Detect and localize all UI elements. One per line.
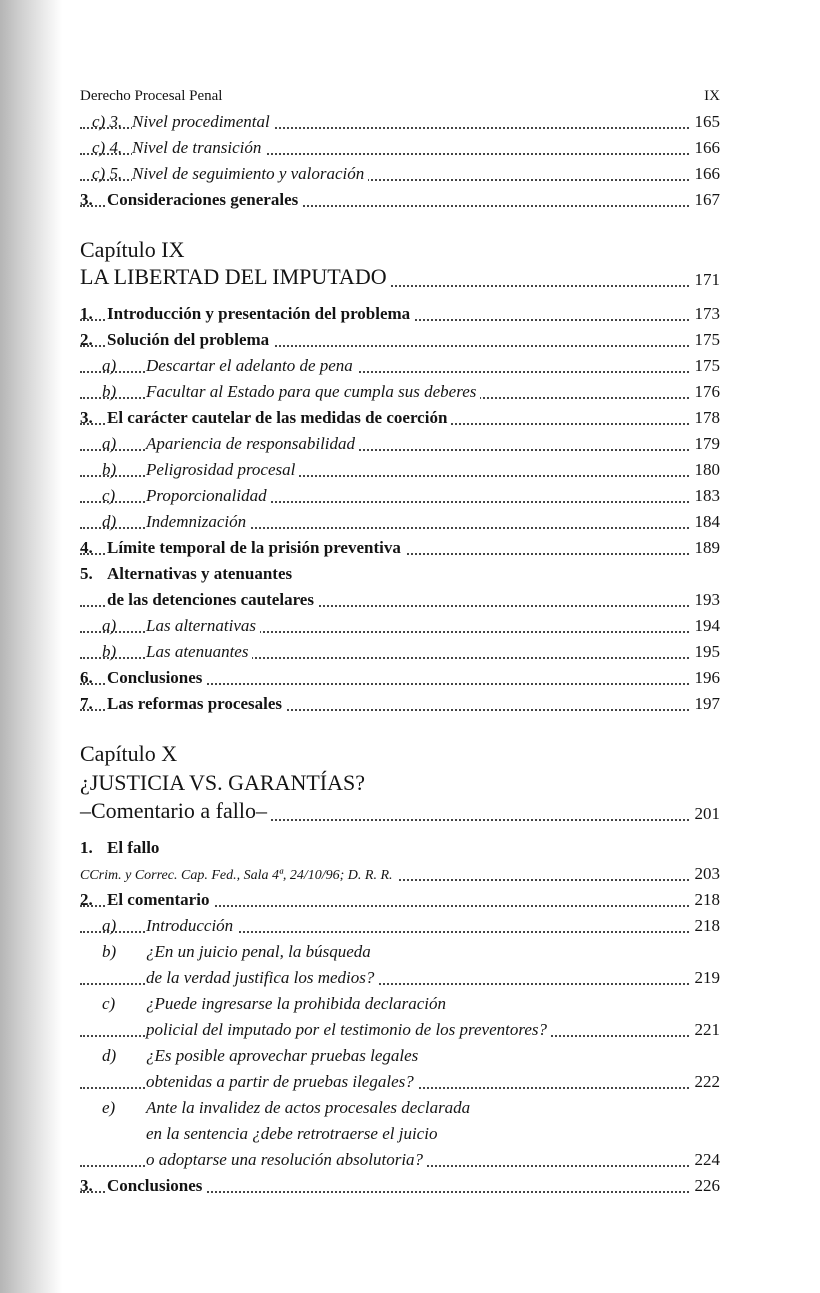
toc-label: Límite temporal de la prisión preventiva xyxy=(107,538,405,558)
toc-label: Proporcionalidad xyxy=(146,486,271,506)
toc-label: Indemnización xyxy=(146,512,250,532)
toc-entry xyxy=(80,302,720,328)
toc-marker: 5. xyxy=(80,564,93,583)
toc-label: Ante la invalidez de actos procesales declarada xyxy=(146,1098,474,1118)
toc-label: en la sentencia ¿debe retrotraerse el juicio xyxy=(146,1124,441,1144)
toc-entry xyxy=(80,562,720,588)
chapter-label: Capítulo X xyxy=(80,741,178,766)
toc-entry xyxy=(80,406,720,432)
toc-page xyxy=(80,80,720,1200)
toc-label: El carácter cautelar de las medidas de coerción xyxy=(107,408,451,428)
toc-entry xyxy=(80,992,720,1018)
toc-entry xyxy=(80,888,720,914)
toc-page-number: 176 xyxy=(691,382,721,402)
toc-entry xyxy=(80,1018,720,1044)
toc-marker: c) 5. xyxy=(92,164,123,183)
toc-entry xyxy=(80,484,720,510)
toc-page-number: 218 xyxy=(691,890,721,910)
toc-marker: c) 3. xyxy=(92,112,123,131)
toc-marker: 3. xyxy=(80,1176,93,1195)
toc-page-number: 166 xyxy=(691,138,721,158)
toc-page-number: 195 xyxy=(691,642,721,662)
toc-label: ¿Puede ingresarse la prohibida declaración xyxy=(146,994,450,1014)
toc-entry xyxy=(80,136,720,162)
toc-page-number: 226 xyxy=(691,1176,721,1196)
toc-page-number: 180 xyxy=(691,460,721,480)
toc-marker: b) xyxy=(102,382,117,401)
toc-page-number: 167 xyxy=(691,190,721,210)
toc-entry xyxy=(80,1174,720,1200)
toc-marker: 6. xyxy=(80,668,93,687)
toc-entry xyxy=(80,940,720,966)
running-head xyxy=(80,80,720,110)
toc-label: Nivel procedimental xyxy=(132,112,274,132)
toc-page-number: 184 xyxy=(691,512,721,532)
toc-label: Nivel de seguimiento y valoración xyxy=(132,164,368,184)
chapter-title-entry xyxy=(80,264,720,294)
toc-entry xyxy=(80,666,720,692)
chapter-subtitle-entry xyxy=(80,798,720,828)
toc-page-number: 171 xyxy=(691,270,721,290)
toc-page-number: 189 xyxy=(691,538,721,558)
toc-page-number: 219 xyxy=(691,968,721,988)
toc-marker: 2. xyxy=(80,330,93,349)
toc-marker: 3. xyxy=(80,190,93,209)
toc-entry xyxy=(80,862,720,888)
toc-page-number: 175 xyxy=(691,356,721,376)
toc-entry xyxy=(80,1044,720,1070)
toc-entry xyxy=(80,836,720,862)
toc-marker: d) xyxy=(102,512,117,531)
toc-page-number: 201 xyxy=(691,804,721,824)
toc-label: ¿En un juicio penal, la búsqueda xyxy=(146,942,375,962)
toc-entry xyxy=(80,354,720,380)
toc-label: Apariencia de responsabilidad xyxy=(146,434,359,454)
toc-label: policial del imputado por el testimonio de los preventores? xyxy=(146,1020,551,1040)
toc-marker: b) xyxy=(102,942,117,961)
page-folio: IX xyxy=(704,88,720,104)
chapter-subtitle: –Comentario a fallo– xyxy=(80,798,271,824)
toc-marker: 4. xyxy=(80,538,93,557)
toc-page-number: 193 xyxy=(691,590,721,610)
toc-label: Conclusiones xyxy=(107,1176,206,1196)
chapter-title: ¿JUSTICIA VS. GARANTÍAS? xyxy=(80,770,365,795)
toc-entry xyxy=(80,588,720,614)
toc-page-number: 197 xyxy=(691,694,721,714)
toc-marker: c) xyxy=(102,994,116,1013)
toc-marker: a) xyxy=(102,356,117,375)
toc-entry xyxy=(80,914,720,940)
toc-page-number: 194 xyxy=(691,616,721,636)
toc-label: Consideraciones generales xyxy=(107,190,302,210)
toc-label: ¿Es posible aprovechar pruebas legales xyxy=(146,1046,422,1066)
toc-entry xyxy=(80,966,720,992)
toc-marker: b) xyxy=(102,642,117,661)
toc-entry xyxy=(80,692,720,718)
toc-marker: c) 4. xyxy=(92,138,123,157)
toc-marker: e) xyxy=(102,1098,116,1117)
toc-marker: a) xyxy=(102,916,117,935)
toc-label: Conclusiones xyxy=(107,668,206,688)
toc-marker: b) xyxy=(102,460,117,479)
toc-marker: 3. xyxy=(80,408,93,427)
toc-entry xyxy=(80,380,720,406)
toc-label: Alternativas y atenuantes xyxy=(107,564,296,584)
toc-marker: d) xyxy=(102,1046,117,1065)
toc-marker: 2. xyxy=(80,890,93,909)
toc-page-number: 218 xyxy=(691,916,721,936)
toc-page-number: 221 xyxy=(691,1020,721,1040)
toc-page-number: 222 xyxy=(691,1072,721,1092)
toc-entry xyxy=(80,432,720,458)
toc-entry xyxy=(80,510,720,536)
toc-marker: a) xyxy=(102,616,117,635)
toc-page-number: 224 xyxy=(691,1150,721,1170)
toc-label: Introducción y presentación del problema xyxy=(107,304,414,324)
chapter-title: LA LIBERTAD DEL IMPUTADO xyxy=(80,264,391,290)
toc-entry xyxy=(80,328,720,354)
toc-entry xyxy=(80,162,720,188)
toc-page-number: 165 xyxy=(691,112,721,132)
page-binding-shadow xyxy=(0,0,62,1293)
toc-page-number: 175 xyxy=(691,330,721,350)
running-title: Derecho Procesal Penal xyxy=(80,88,223,104)
toc-label: Facultar al Estado para que cumpla sus deberes xyxy=(146,382,480,402)
toc-label: Las alternativas xyxy=(146,616,260,636)
toc-entry xyxy=(80,536,720,562)
toc-entry xyxy=(80,1148,720,1174)
toc-label: de las detenciones cautelares xyxy=(107,590,318,610)
toc-entry xyxy=(80,1096,720,1122)
toc-label: Solución del problema xyxy=(107,330,273,350)
toc-marker: 1. xyxy=(80,304,93,323)
toc-label: El fallo xyxy=(107,838,163,858)
toc-page-number: 179 xyxy=(691,434,721,454)
toc-label: CCrim. y Correc. Cap. Fed., Sala 4ª, 24/10/96; D. R. R. xyxy=(80,868,397,884)
toc-marker: 7. xyxy=(80,694,93,713)
toc-label: Las atenuantes xyxy=(146,642,252,662)
toc-marker: 1. xyxy=(80,838,93,857)
toc-page-number: 166 xyxy=(691,164,721,184)
toc-label: Descartar el adelanto de pena xyxy=(146,356,357,376)
toc-label: Introducción xyxy=(146,916,237,936)
toc-entry xyxy=(80,640,720,666)
toc-page-number: 183 xyxy=(691,486,721,506)
toc-label: Las reformas procesales xyxy=(107,694,286,714)
toc-label: obtenidas a partir de pruebas ilegales? xyxy=(146,1072,418,1092)
toc-page-number: 196 xyxy=(691,668,721,688)
toc-entry xyxy=(80,1122,720,1148)
toc-label: Nivel de transición xyxy=(132,138,265,158)
toc-entry xyxy=(80,188,720,214)
toc-label: o adoptarse una resolución absolutoria? xyxy=(146,1150,427,1170)
toc-entry xyxy=(80,614,720,640)
toc-page-number: 178 xyxy=(691,408,721,428)
toc-entry xyxy=(80,110,720,136)
toc-page-number: 203 xyxy=(691,864,721,884)
toc-label: El comentario xyxy=(107,890,213,910)
toc-label: Peligrosidad procesal xyxy=(146,460,299,480)
toc-entry xyxy=(80,1070,720,1096)
toc-label: de la verdad justifica los medios? xyxy=(146,968,378,988)
toc-page-number: 173 xyxy=(691,304,721,324)
toc-entry xyxy=(80,458,720,484)
toc-marker: a) xyxy=(102,434,117,453)
chapter-label: Capítulo IX xyxy=(80,237,185,262)
toc-marker: c) xyxy=(102,486,116,505)
